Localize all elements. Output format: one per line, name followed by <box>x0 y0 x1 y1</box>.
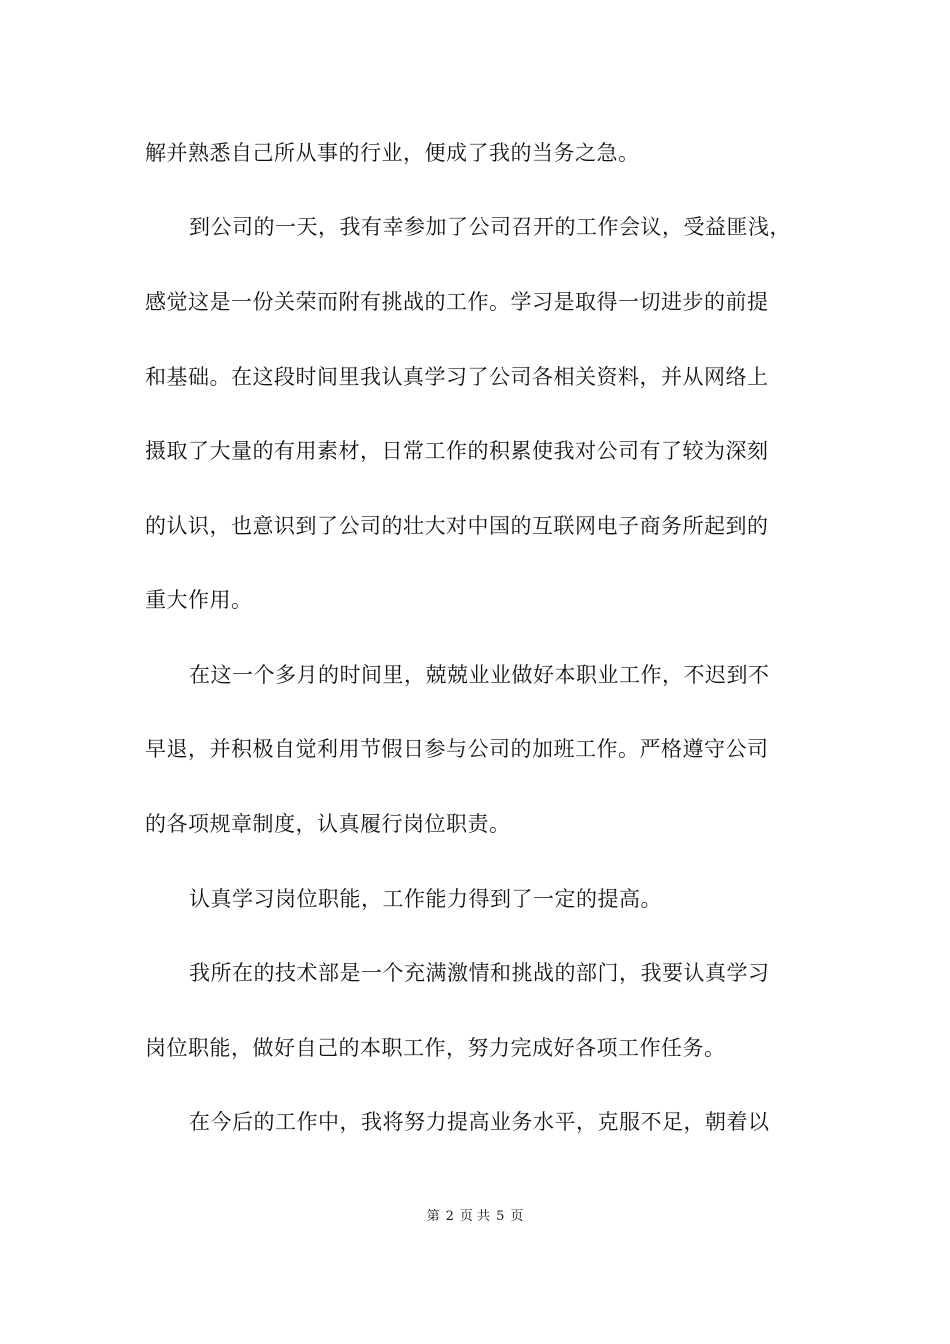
text-line-8: 在这一个多月的时间里，兢兢业业做好本职业工作，不迟到不 <box>189 663 770 687</box>
text-line-9: 早退，并积极自觉利用节假日参与公司的加班工作。严格遵守公司 <box>145 737 769 761</box>
text-line-14: 在今后的工作中，我将努力提高业务水平，克服不足，朝着以 <box>189 1110 770 1134</box>
text-line-12: 我所在的技术部是一个充满激情和挑战的部门，我要认真学习 <box>189 961 770 985</box>
text-line-7: 重大作用。 <box>145 588 253 612</box>
footer-total-pages: 5 <box>496 1209 505 1224</box>
footer-suffix: 页 <box>510 1209 524 1224</box>
footer-middle: 页 共 <box>459 1209 491 1224</box>
footer-current-page: 2 <box>445 1209 454 1224</box>
text-line-6: 的认识，也意识到了公司的壮大对中国的互联网电子商务所起到的 <box>145 514 769 538</box>
text-line-10: 的各项规章制度，认真履行岗位职责。 <box>145 812 511 836</box>
footer-prefix: 第 <box>426 1209 440 1224</box>
page-footer <box>0 1208 950 1226</box>
text-line-3: 感觉这是一份关荣而附有挑战的工作。学习是取得一切进步的前提 <box>145 290 769 314</box>
text-line-5: 摄取了大量的有用素材，日常工作的积累使我对公司有了较为深刻 <box>145 439 769 463</box>
text-line-1: 解并熟悉自己所从事的行业，便成了我的当务之急。 <box>145 141 640 165</box>
text-line-2: 到公司的一天，我有幸参加了公司召开的工作会议，受益匪浅， <box>189 215 791 239</box>
text-line-4: 和基础。在这段时间里我认真学习了公司各相关资料，并从网络上 <box>145 365 769 389</box>
text-line-13: 岗位职能，做好自己的本职工作，努力完成好各项工作任务。 <box>145 1036 726 1060</box>
text-line-11: 认真学习岗位职能，工作能力得到了一定的提高。 <box>189 887 662 911</box>
